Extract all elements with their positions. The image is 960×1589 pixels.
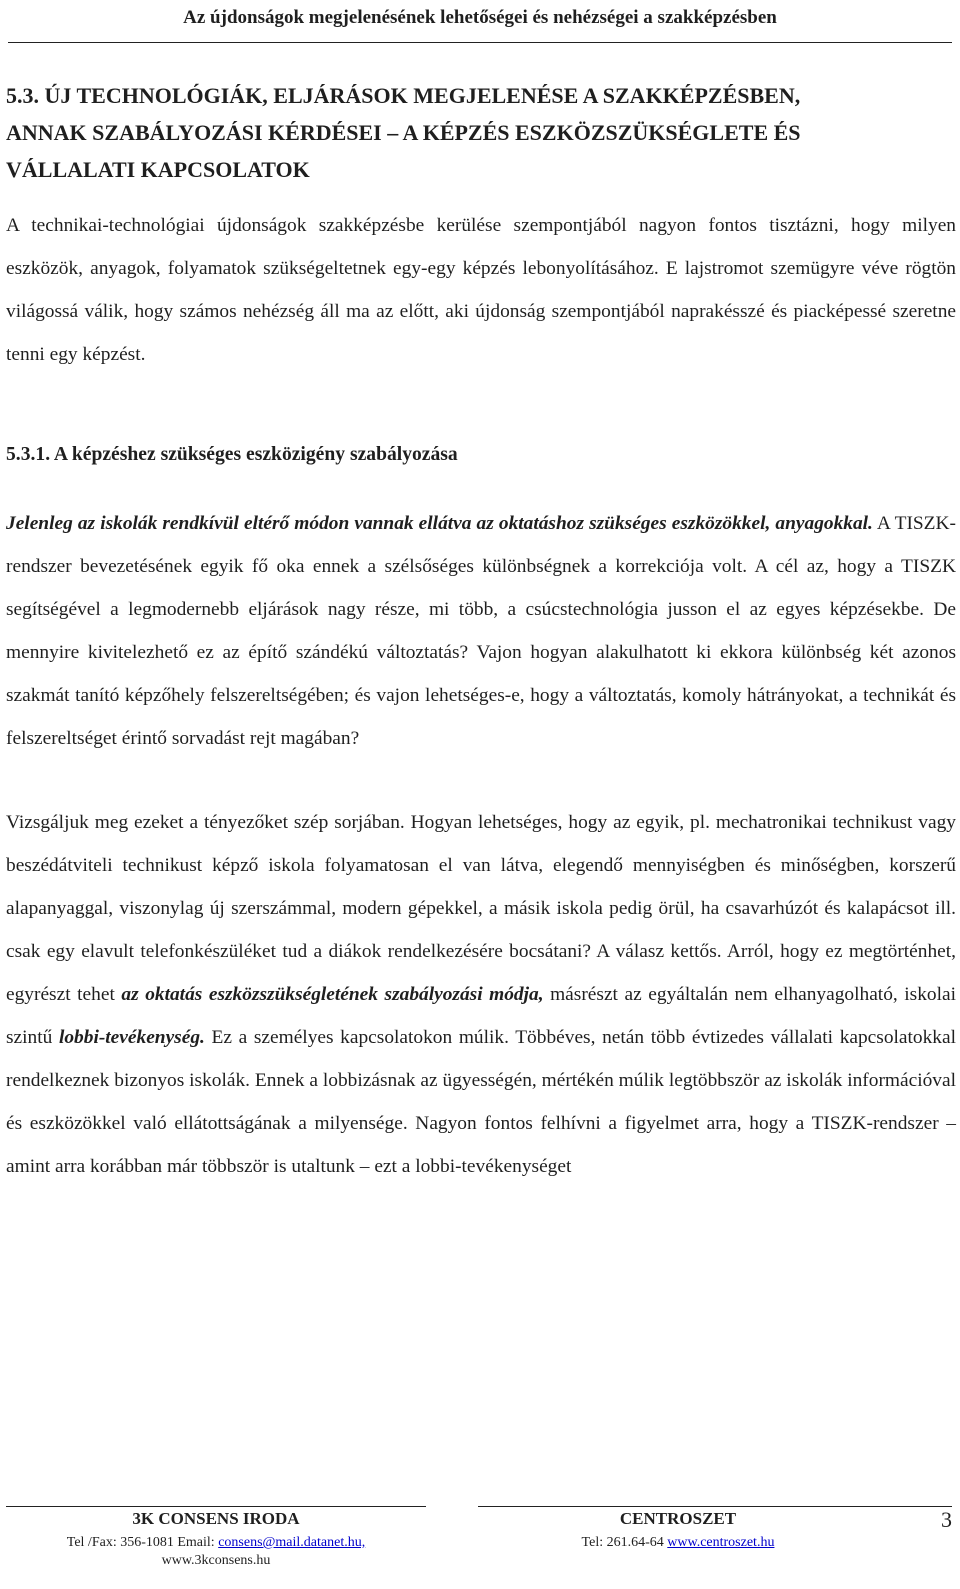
- header-divider: [8, 42, 952, 43]
- emphasis-text: Jelenleg az iskolák rendkívül eltérő módon vannak ellátva az oktatáshoz szükséges eszközökkel, anyagokkal.: [6, 513, 873, 534]
- page-number: 3: [941, 1507, 952, 1532]
- section-title-line-3: VÁLLALATI KAPCSOLATOK: [6, 157, 310, 182]
- footer-website: www.3kconsens.hu: [161, 1553, 271, 1568]
- paragraph-lobbying: [6, 801, 956, 1188]
- paragraph-text: Ez a személyes kapcsolatokon múlik. Többéves, netán több évtizedes vállalati kapcsolatokkal rendelkeznek bizonyos iskolák. Ennek a lobbizásnak az ügyességén, mértékén múlik legtöbbször az iskolák információval és eszközökkel való ellátottságának a milyensége. Nagyon fontos felhívni a figyelmet arra, hogy a TISZK-rendszer – amint arra korábban már többször is utaltunk – ezt a lobbi-tevékenységet: [6, 1027, 956, 1177]
- footer-website-link[interactable]: www.centroszet.hu: [667, 1535, 775, 1550]
- footer-left-block: [6, 1508, 426, 1570]
- section-title-line-1: 5.3. ÚJ TECHNOLÓGIÁK, ELJÁRÁSOK MEGJELENÉSE A SZAKKÉPZÉSBEN,: [6, 83, 801, 108]
- subsection-title: 5.3.1. A képzéshez szükséges eszközigény szabályozása: [6, 444, 458, 465]
- footer-org-name: 3K CONSENS IRODA: [132, 1509, 300, 1528]
- emphasis-text: lobbi-tevékenység.: [58, 1027, 205, 1048]
- paragraph-text: Vizsgáljuk meg ezeket a tényezőket szép sorjában. Hogyan lehetséges, hogy az egyik, pl. mechatronikai technikust vagy beszédátviteli technikust képző iskola folyamatosan el van látva, elegendő mennyiségben és minőségben, korszerű alapanyaggal, viszonylag új szerszámmal, modern gépekkel, a másik iskola pedig örül, ha csavarhúzót és kalapácsot ill. csak egy elavult telefonkészüléket tud a diákok rendelkezésére bocsátani? A válasz kettős. Arról, hogy ez megtörténhet, egyrészt tehet: [6, 812, 956, 1005]
- footer-contact: [6, 1534, 426, 1552]
- paragraph-text: másrészt az egyáltalán nem elhanyagolható, iskolai szintű: [6, 984, 956, 1048]
- paragraph-text: A TISZK-rendszer bevezetésének egyik fő oka ennek a szélsőséges különbségnek a korrekciója volt. A cél az, hogy a TISZK segítségével a legmodernebb eljárások nagy része, mi több, a csúcstechnológia jusson el az egyes képzésekbe. De mennyire kivitelezhető ez az építő szándékú változtatás? Vajon hogyan alakulhatott ki ekkora különbség két azonos szakmát tanító képzőhely felszereltségében; és vajon lehetséges-e, hogy a változtatás, komoly hátrányokat, a technikát és felszereltséget érintő sorvadást rejt magában?: [6, 513, 956, 749]
- paragraph-equipment: [6, 502, 956, 760]
- footer-contact: [478, 1534, 878, 1552]
- footer-phone: Tel: 261.64-64: [581, 1535, 668, 1550]
- footer-divider-left: [6, 1506, 426, 1507]
- footer-right-block: [478, 1508, 878, 1552]
- section-title: [6, 77, 956, 188]
- intro-paragraph: A technikai-technológiai újdonságok szakképzésbe kerülése szempontjából nagyon fontos tisztázni, hogy milyen eszközök, anyagok, folyamatok szükségeltetnek egy-egy képzés lebonyolításához. E lajstromot szemügyre véve rögtön világossá válik, hogy számos nehézség áll ma az előtt, aki újdonság szempontjából naprakésszé és piacképessé szeretne tenni egy képzést.: [6, 215, 956, 365]
- footer-phone: Tel /Fax: 356-1081 Email:: [66, 1535, 219, 1550]
- footer-divider-right: [478, 1506, 952, 1507]
- footer-org-name: CENTROSZET: [619, 1509, 737, 1528]
- footer-email-link[interactable]: consens@mail.datanet.hu,: [218, 1535, 366, 1550]
- page-body: [6, 77, 956, 1188]
- emphasis-text: az oktatás eszközszükségletének szabályozási módja,: [121, 984, 544, 1005]
- running-header: Az újdonságok megjelenésének lehetőségei és nehézségei a szakképzésben: [183, 7, 777, 28]
- section-title-line-2: ANNAK SZABÁLYOZÁSI KÉRDÉSEI – A KÉPZÉS ESZKÖZSZÜKSÉGLETE ÉS: [6, 120, 801, 145]
